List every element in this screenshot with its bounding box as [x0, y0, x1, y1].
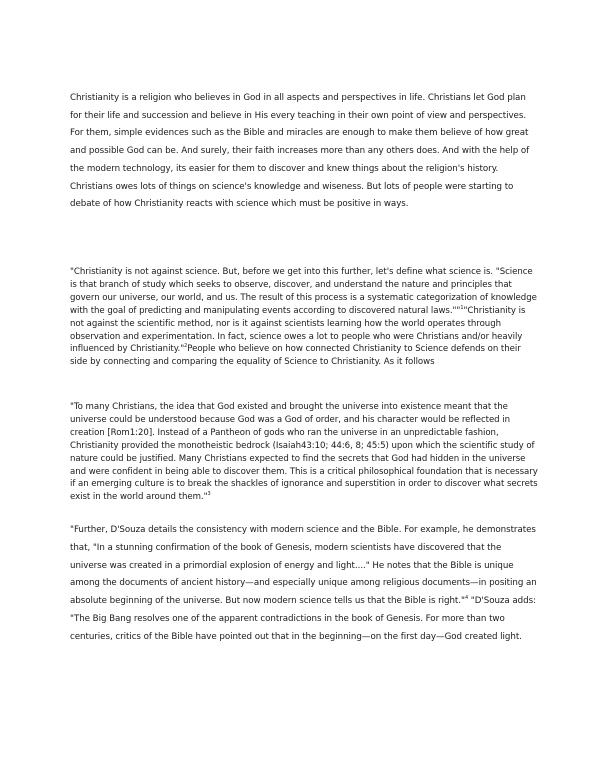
paragraph-intro: Christianity is a religion who believes in God in all aspects and perspectives in life. Christians let God plan for their life and succession and believe in His every teaching in their own point of view and perspectives. For them, simple evidences such as the Bible and miracles are enough to make them believe of how great and possible God can be. And surely, their faith increases more than any others does. And with the help of the modern technology, its easier for them to discover and knew things about the religion's history. Christians owes lots of things on science's knowledge and wiseness. But lots of people were starting to debate of how Christianity reacts with science which must be positive in ways. — [70, 93, 530, 210]
footnote-marker: 2 — [184, 343, 188, 350]
body-text: People who believe on how connected Christianity to Science defends on their side by connecting and comparing the equality of Science to Christianity. As it follows — [70, 344, 521, 368]
quote-text: "To many Christians, the idea that God existed and brought the universe into existence meant that the universe could be understood because God was a God of order, and his character would be reflected in creation [Rom1:20]. Instead of a Pantheon of gods who ran the universe in an unpredictable fashion, Christianity provided the monotheistic bedrock (Isaiah43:10; 44:6, 8; 45:5) upon which the scientific study of nature could be justified. Many Christians expected to find the secrets that God had hidden in the universe and were confident in being able to discover them. This is a critical philosophical foundation that is necessary if an emerging culture is to break the shackles of ignorance and superstition in order to discover what secrets exist in the world around them." — [70, 402, 538, 503]
quote-text: "Christianity is not against the scientific method, nor is it against scientists learning how the world operates through observation and experimentation. In fact, science owes a lot to people who were Christians and/or heavily influenced by Christianity." — [70, 305, 526, 355]
quote-text: "Further, D'Souza details the consistency with modern science and the Bible. For example, he demonstrates that, "In a stunning confirmation of the book of Genesis, modern scientists have discovered that the universe was created in a primordial explosion of energy and light...." He notes that the Bible is unique among the documents of ancient history—and especially unique among religious documents—in positing an absolute beginning of the universe. But now modern science tells us that the Bible is right." — [70, 525, 537, 607]
footnote-marker: 3 — [207, 491, 211, 498]
paragraph-science-definition — [70, 266, 540, 369]
footnote-marker: 4 — [464, 595, 469, 602]
quote-text: "D'Souza adds: "The Big Bang resolves one of the apparent contradictions in the book of Genesis. For more than two centuries, critics of the Bible have pointed out that in the beginning—on the first day—God created light. — [70, 596, 536, 642]
footnote-marker: 1 — [460, 304, 464, 311]
paragraph-christian-view — [70, 401, 540, 504]
quote-text: "Christianity is not against science. But, before we get into this further, let's define what science is. "Science is that branch of study which seeks to observe, discover, and understand the nature and principles that govern our universe, our world, and us. The result of this process is a systematic categorization of knowledge with the goal of predicting and manipulating events according to discovered natural laws."" — [70, 267, 537, 316]
paragraph-dsouza — [70, 522, 540, 647]
